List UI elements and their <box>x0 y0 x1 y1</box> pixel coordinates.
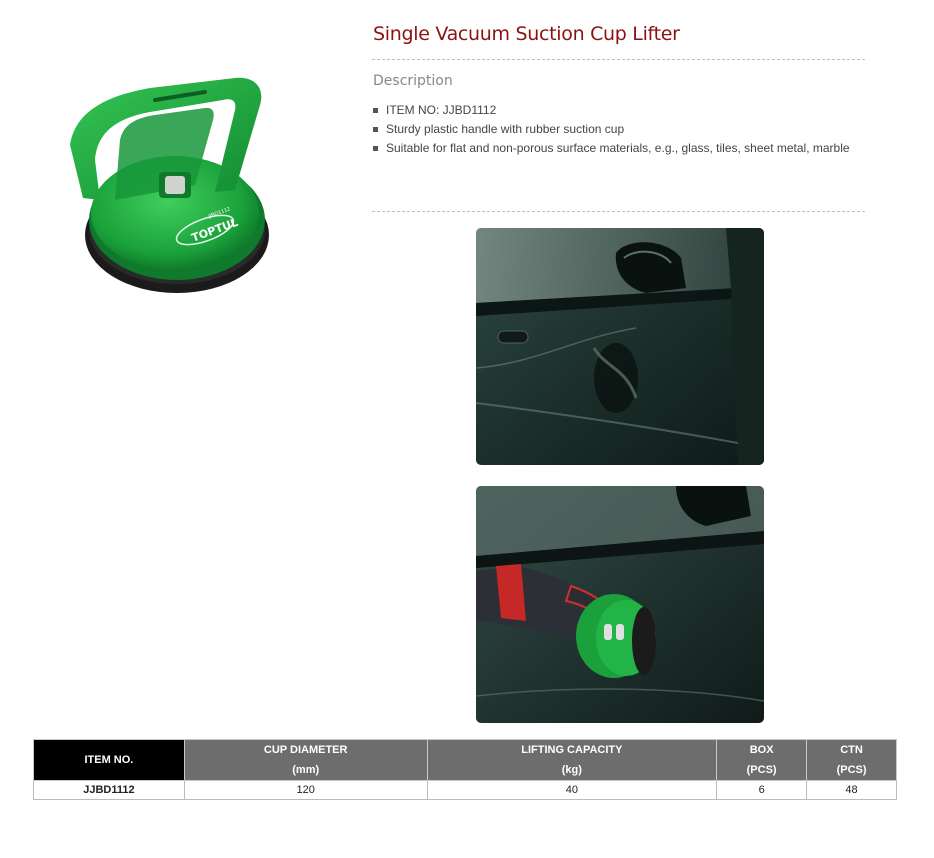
product-brand-logo: TOPTUL <box>189 215 240 245</box>
product-model-label: JJBD1112 <box>207 206 232 220</box>
description-list <box>372 101 850 158</box>
cell-ctn: 48 <box>807 781 897 800</box>
description-item <box>372 101 850 120</box>
table-header-row <box>34 740 897 781</box>
header-cup-diameter: CUP DIAMETER (mm) <box>184 740 427 781</box>
bullet-square-icon <box>373 146 378 151</box>
title-divider <box>372 59 865 60</box>
spec-table <box>33 739 897 800</box>
suction-cup-dent-repair-photo <box>476 486 764 723</box>
header-item-no: ITEM NO. <box>34 740 185 781</box>
car-door-dent-photo <box>476 228 764 465</box>
cell-item-no: JJBD1112 <box>34 781 185 800</box>
cell-lifting-capacity: 40 <box>427 781 717 800</box>
bullet-square-icon <box>373 108 378 113</box>
product-title: Single Vacuum Suction Cup Lifter <box>373 23 680 45</box>
header-box: BOX (PCS) <box>717 740 807 781</box>
cell-box: 6 <box>717 781 807 800</box>
header-lifting-capacity: LIFTING CAPACITY (kg) <box>427 740 717 781</box>
description-item-text: Sturdy plastic handle with rubber suction cup <box>386 122 625 136</box>
description-divider <box>372 211 865 212</box>
description-item-text: Suitable for flat and non-porous surface materials, e.g., glass, tiles, sheet metal, marble <box>386 141 850 155</box>
cell-cup-diameter: 120 <box>184 781 427 800</box>
product-image <box>55 70 280 295</box>
description-item <box>372 120 850 139</box>
description-item-text: ITEM NO: JJBD1112 <box>386 103 497 117</box>
description-item <box>372 139 850 158</box>
description-heading: Description <box>373 73 453 89</box>
table-row <box>34 781 897 800</box>
header-ctn: CTN (PCS) <box>807 740 897 781</box>
bullet-square-icon <box>373 127 378 132</box>
